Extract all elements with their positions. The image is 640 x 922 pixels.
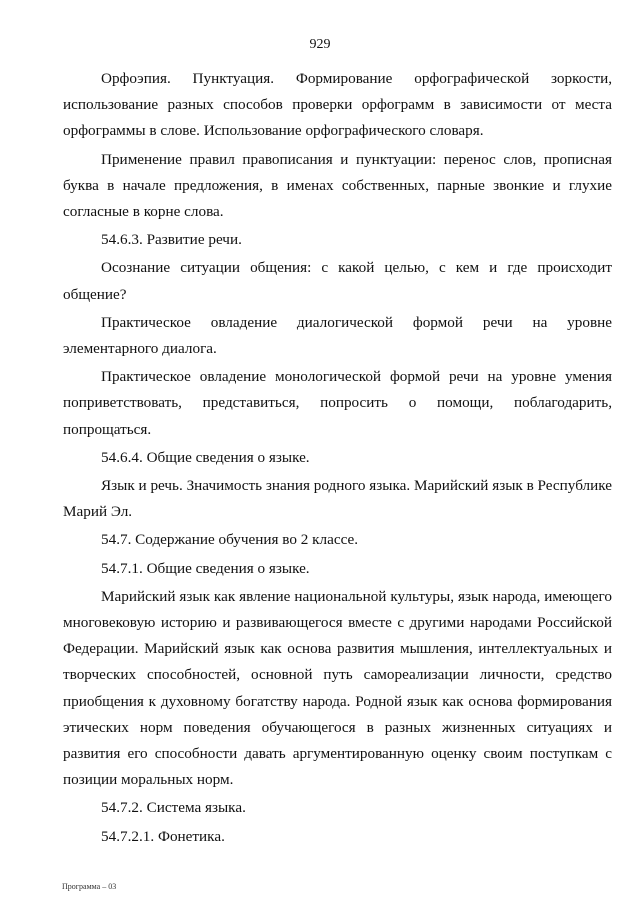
paragraph-monologue: Практическое овладение монологической формой речи на уровне умения поприветствовать, представиться, попросить о помощи, поблагодарить, попрощаться. [63, 368, 612, 438]
section-heading-language-system: 54.7.2. Система языка. [101, 799, 246, 817]
document-body [63, 66, 612, 850]
paragraph-orthoepy: Орфоэпия. Пунктуация. Формирование орфографической зоркости, использование разных способов проверки орфограмм в зависимости от места орфограммы в слове. Использование орфографического словаря. [63, 70, 612, 140]
section-heading-general-info: 54.7.1. Общие сведения о языке. [101, 559, 310, 577]
paragraph-spelling-rules: Применение правил правописания и пунктуации: перенос слов, прописная буква в начале предложения, в именах собственных, парные звонкие и глухие согласные в корне слова. [63, 150, 612, 221]
section-heading-language-info: 54.6.4. Общие сведения о языке. [101, 448, 310, 466]
paragraph-communication-situation: Осознание ситуации общения: с какой целью, с кем и где происходит общение? [63, 259, 612, 303]
paragraph-dialogue: Практическое овладение диалогической формой речи на уровне элементарного диалога. [63, 313, 612, 358]
paragraph-mari-language: Марийский язык как явление национальной культуры, язык народа, имеющего многовековую историю и развивающегося вместе с другими народами Российской Федерации. Марийский язык как основа развития мышления, интеллектуальных и творческих способностей, основной путь самореализации личности, средство приобщения к духовному богатству народа. Родной язык как основа формирования этических норм поведения обучающегося в разных жизненных ситуациях и развития его способности давать аргументированную оценку своим поступкам с позиции моральных норм. [63, 587, 612, 789]
section-heading-phonetics: 54.7.2.1. Фонетика. [101, 827, 225, 845]
footer-program-label: Программа – 03 [62, 882, 117, 891]
section-heading-grade-2: 54.7. Содержание обучения во 2 классе. [101, 531, 359, 549]
paragraph-language-and-speech: Язык и речь. Значимость знания родного языка. Марийский язык в Республике Марий Эл. [63, 477, 612, 521]
page-number: 929 [309, 37, 331, 52]
section-heading-speech-development: 54.6.3. Развитие речи. [101, 231, 242, 249]
